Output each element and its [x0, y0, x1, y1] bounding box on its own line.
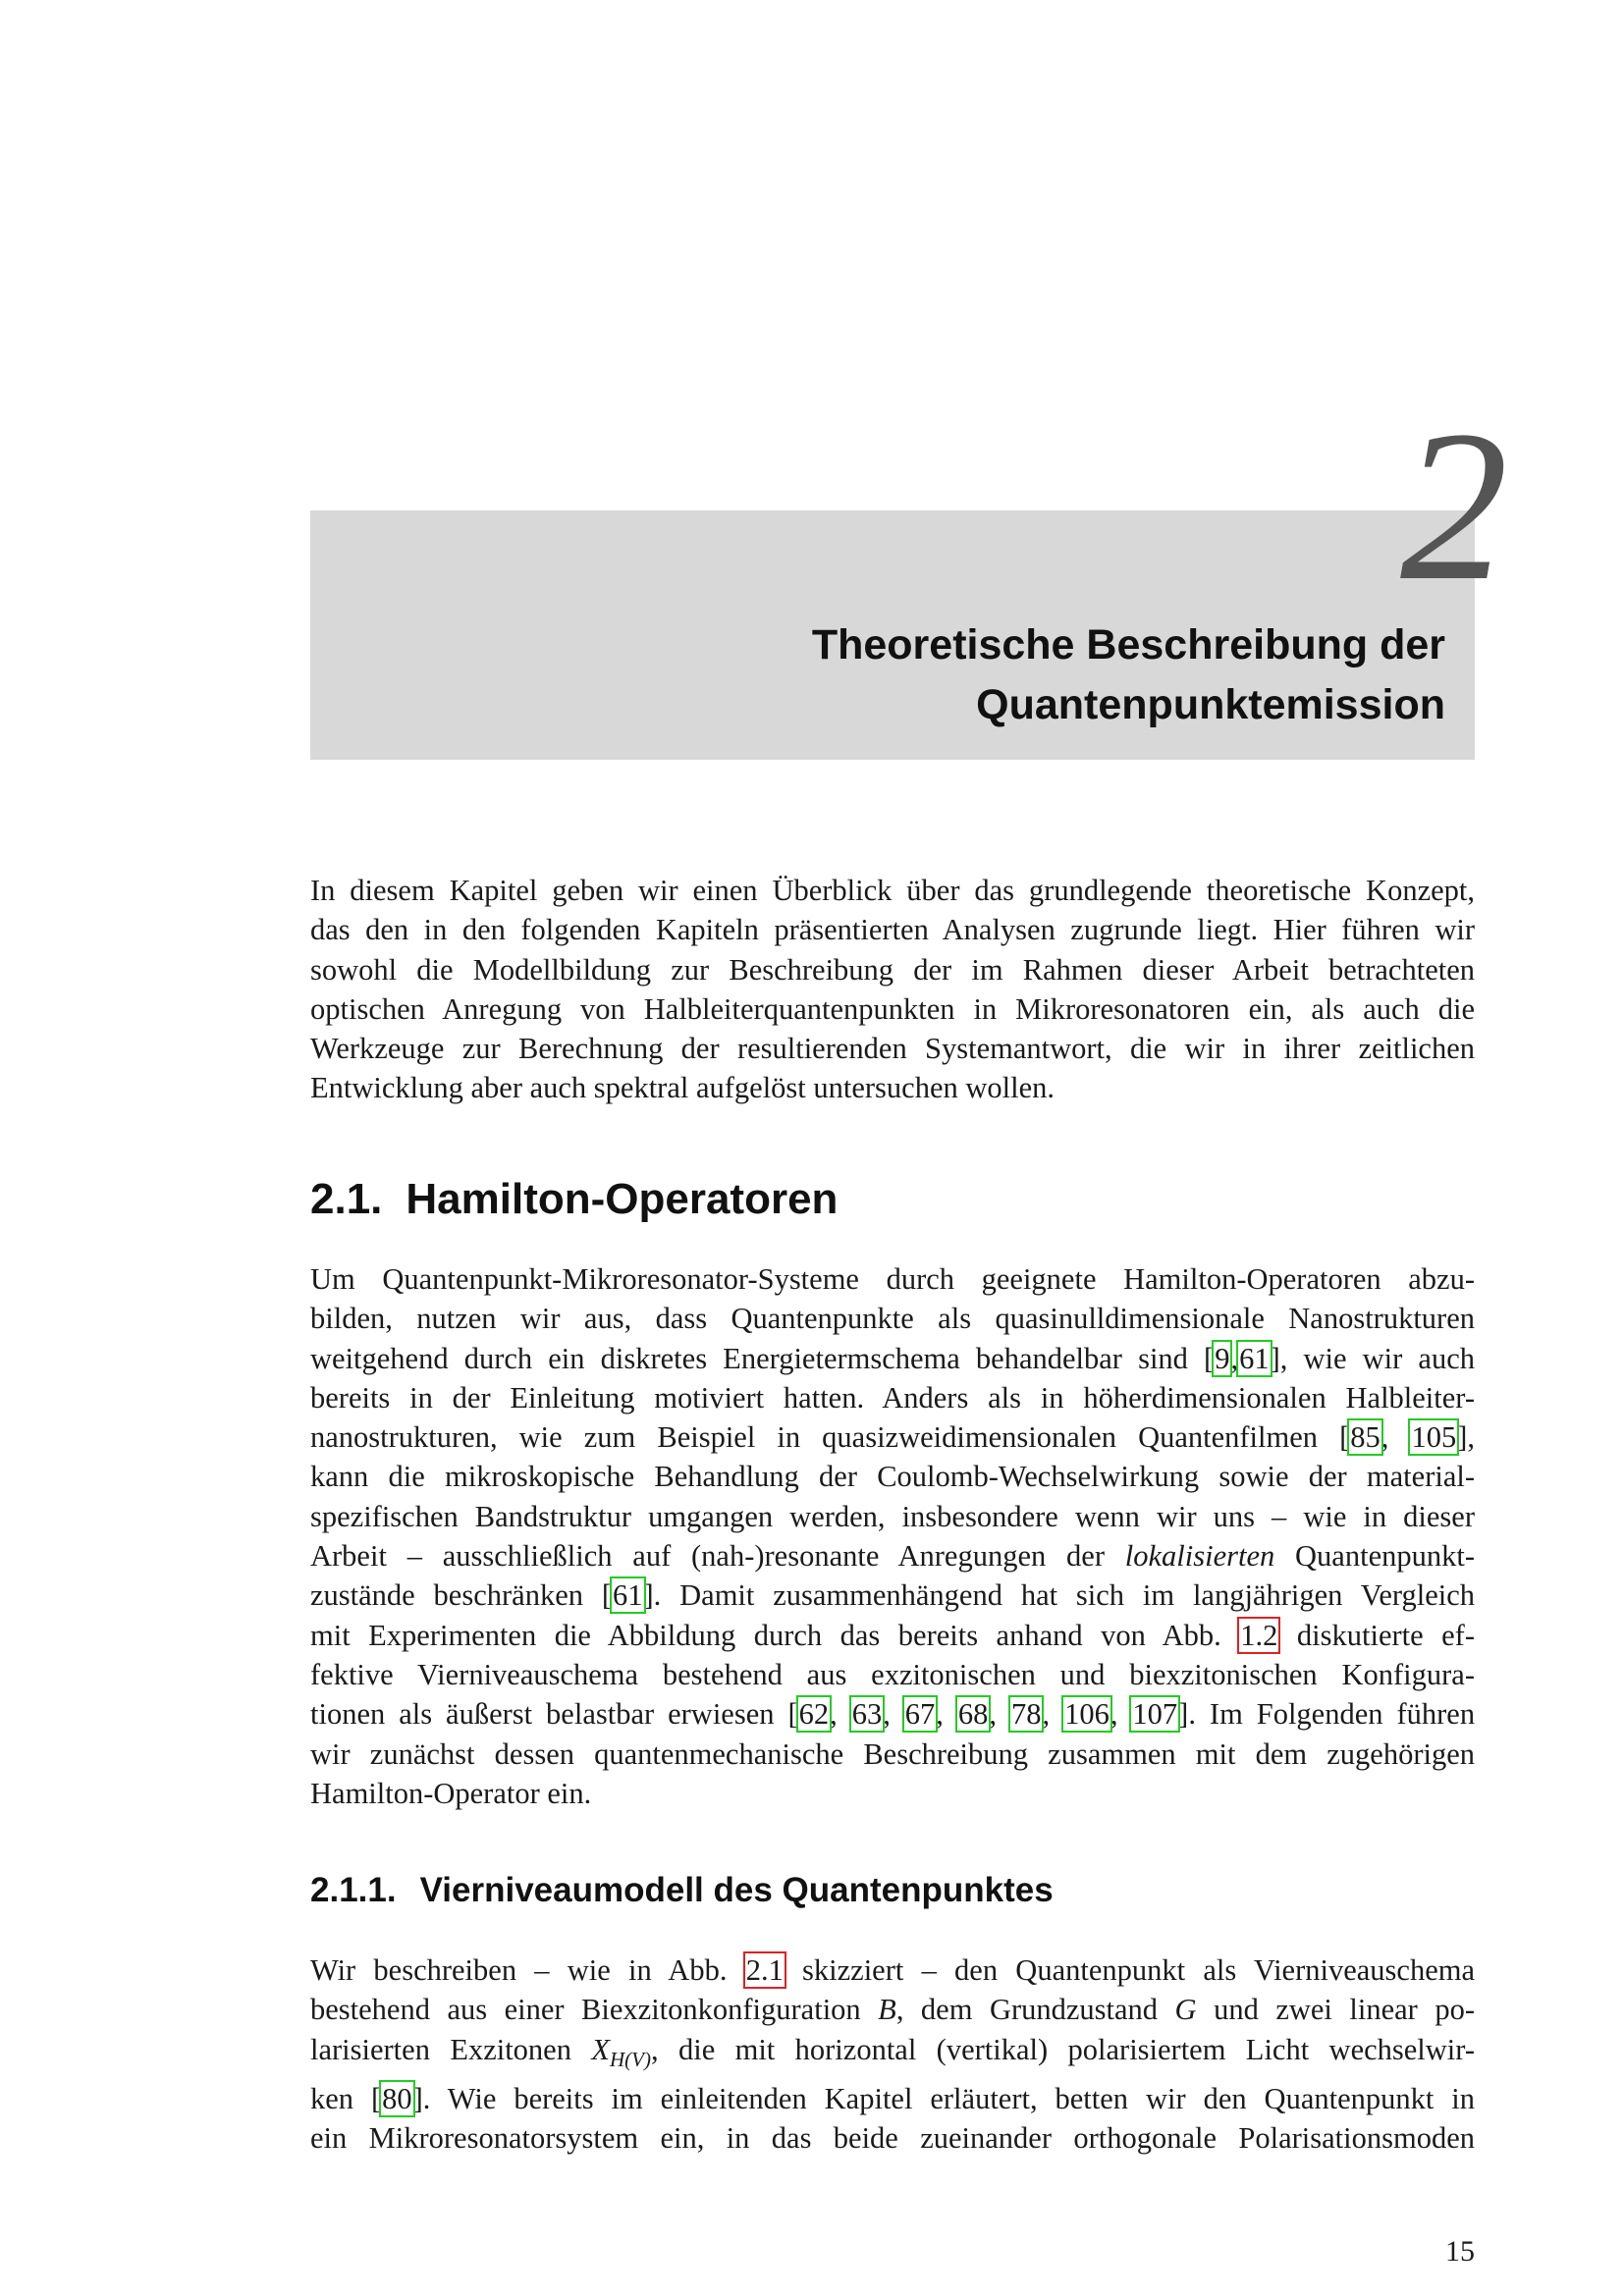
citation-link[interactable]: 107 [1132, 1697, 1178, 1732]
text-run: und zwei linear po- [1196, 1993, 1475, 2027]
text-line: sowohl die Modellbildung zur Beschreibung der im Rahmen dieser Arbeit betrachteten [310, 952, 1475, 987]
text-run: Quantenpunkt- [1274, 1539, 1475, 1574]
subsection-title: Vierniveaumodell des Quantenpunktes [419, 1871, 1054, 1909]
text-line: Hamilton-Operator ein. [310, 1776, 592, 1810]
chapter-title-line-2: Quantenpunktemission [976, 681, 1445, 728]
text-line: optischen Anregung von Halbleiterquantenpunkten in Mikroresonatoren ein, als auch die [310, 991, 1475, 1026]
text-run: larisierten Exzitonen [310, 2032, 592, 2066]
text-run: bestehend aus einer Biexzitonkonfiguration [310, 1993, 879, 2027]
text-run: diskutierte ef- [1278, 1618, 1475, 1652]
chapter-title-line-1: Theoretische Beschreibung der [811, 621, 1445, 668]
text-run: ], wie wir auch [1270, 1341, 1475, 1375]
text-run: tionen als äußerst belastbar erwiesen [ [310, 1697, 798, 1732]
text-line [310, 1536, 1475, 1575]
text-line: das den in den folgenden Kapiteln präsentierten Analysen zugrunde liegt. Hier führen wir [310, 913, 1475, 947]
text-run: ]. Damit zusammenhängend hat sich im langjährigen Vergleich [643, 1578, 1476, 1613]
text-line: Entwicklung aber auch spektral aufgelöst untersuchen wollen. [310, 1071, 1056, 1105]
text-run: Arbeit – ausschließlich auf (nah-)resonante Anregungen der [310, 1539, 1125, 1574]
text-line: tionen als äußerst belastbar erwiesen [62, 63, 67, 68, 78, 106, 107]. Im Folgenden führen [310, 1697, 1476, 1732]
text-line: Um Quantenpunkt-Mikroresonator-Systeme durch geeignete Hamilton-Operatoren abzu- [310, 1262, 1475, 1296]
text-run: , dem Grundzustand [895, 1993, 1175, 2027]
section-heading [310, 1172, 838, 1227]
text-line: spezifischen Bandstruktur umgangen werden, insbesondere wenn wir uns – wie in dieser [310, 1499, 1475, 1533]
math-subscript: H(V) [609, 2047, 651, 2071]
text-line: weitgehend durch ein diskretes Energietermschema behandelbar sind [9,61], wie wir auch [310, 1341, 1475, 1375]
text-run: zustände beschränken [ [310, 1578, 612, 1613]
text-line: nanostrukturen, wie zum Beispiel in quasizweidimensionalen Quantenfilmen [85, 105], [310, 1420, 1475, 1455]
citation-link[interactable]: 78 [1010, 1697, 1042, 1732]
citation-link[interactable]: 63 [851, 1697, 883, 1732]
text-run: ]. Wie bereits im einleitenden Kapitel erläutert, betten wir den Quantenpunkt in [412, 2081, 1475, 2115]
text-run: mit Experimenten die Abbildung durch das bereits anhand von Abb. [310, 1618, 1240, 1652]
citation-link[interactable]: 68 [957, 1697, 989, 1732]
text-line: Werkzeuge zur Berechnung der resultierenden Systemantwort, die wir in ihrer zeitlichen [310, 1032, 1475, 1066]
text-line: bilden, nutzen wir aus, dass Quantenpunkte als quasinulldimensionale Nanostrukturen [310, 1302, 1475, 1336]
text-line [310, 1575, 1475, 1615]
math-symbol-x: X [591, 2032, 610, 2066]
subsection-heading [310, 1867, 1054, 1914]
subsection-number: 2.1.1. [310, 1871, 397, 1909]
text-line: bereits in der Einleitung motiviert hatten. Anders als in höherdimensionalen Halbleiter- [310, 1380, 1475, 1415]
chapter-title [562, 615, 1445, 735]
text-line [310, 1616, 1475, 1655]
chapter-number: 2 [1400, 386, 1508, 625]
subsection-paragraph [310, 1950, 1475, 2159]
math-symbol-b: B [878, 1993, 896, 2027]
text-line [310, 2030, 1475, 2079]
emphasis-text: lokalisierten [1124, 1539, 1275, 1574]
citation-link[interactable]: 62 [798, 1697, 830, 1732]
text-line: wir zunächst dessen quantenmechanische Beschreibung zusammen mit dem zugehörigen [310, 1736, 1475, 1771]
text-line [310, 1950, 1475, 1990]
citation-link[interactable]: 80 [382, 2081, 412, 2115]
text-run: , die mit horizontal (vertikal) polarisiertem Licht wechselwir- [650, 2032, 1475, 2066]
citation-link[interactable]: 61 [613, 1578, 643, 1613]
text-run: ]. Im Folgenden führen [1178, 1697, 1476, 1732]
text-line: fektive Vierniveauschema bestehend aus exzitonischen und biexzitonischen Konfigura- [310, 1657, 1475, 1691]
text-line: In diesem Kapitel geben wir einen Überblick über das grundlegende theoretische Konzept, [310, 874, 1475, 907]
page-number: 15 [1445, 2235, 1475, 2268]
citation-link[interactable]: 9 [1215, 1341, 1230, 1375]
citation-link[interactable]: 61 [1239, 1341, 1270, 1375]
text-line [310, 2079, 1475, 2118]
section-number: 2.1. [310, 1175, 383, 1223]
text-run: weitgehend durch ein diskretes Energietermschema behandelbar sind [ [310, 1341, 1215, 1375]
text-line: ein Mikroresonatorsystem ein, in das beide zueinander orthogonale Polarisationsmoden [310, 2121, 1475, 2156]
section-title: Hamilton-Operatoren [406, 1175, 839, 1223]
citation-link[interactable]: 67 [904, 1697, 936, 1732]
citation-link[interactable]: 106 [1064, 1697, 1110, 1732]
math-symbol-g: G [1174, 1993, 1197, 2027]
text-run: nanostrukturen, wie zum Beispiel in quasizweidimensionalen Quantenfilmen [ [310, 1420, 1350, 1455]
citation-link[interactable]: 105 [1411, 1420, 1457, 1455]
section-paragraph [310, 1259, 1475, 1813]
text-run: ken [ [310, 2081, 382, 2115]
text-run: ], [1457, 1420, 1475, 1455]
text-run: skizziert – den Quantenpunkt als Vierniveauschema [784, 1953, 1476, 1987]
figure-reference-link[interactable]: 2.1 [745, 1953, 784, 1987]
citation-link[interactable]: 85 [1350, 1420, 1380, 1455]
figure-reference-link[interactable]: 1.2 [1240, 1618, 1278, 1652]
text-line [310, 1990, 1475, 2029]
intro-paragraph [310, 871, 1475, 1108]
text-run: Wir beschreiben – wie in Abb. [310, 1953, 745, 1987]
text-line: kann die mikroskopische Behandlung der Coulomb-Wechselwirkung sowie der material- [310, 1460, 1475, 1494]
